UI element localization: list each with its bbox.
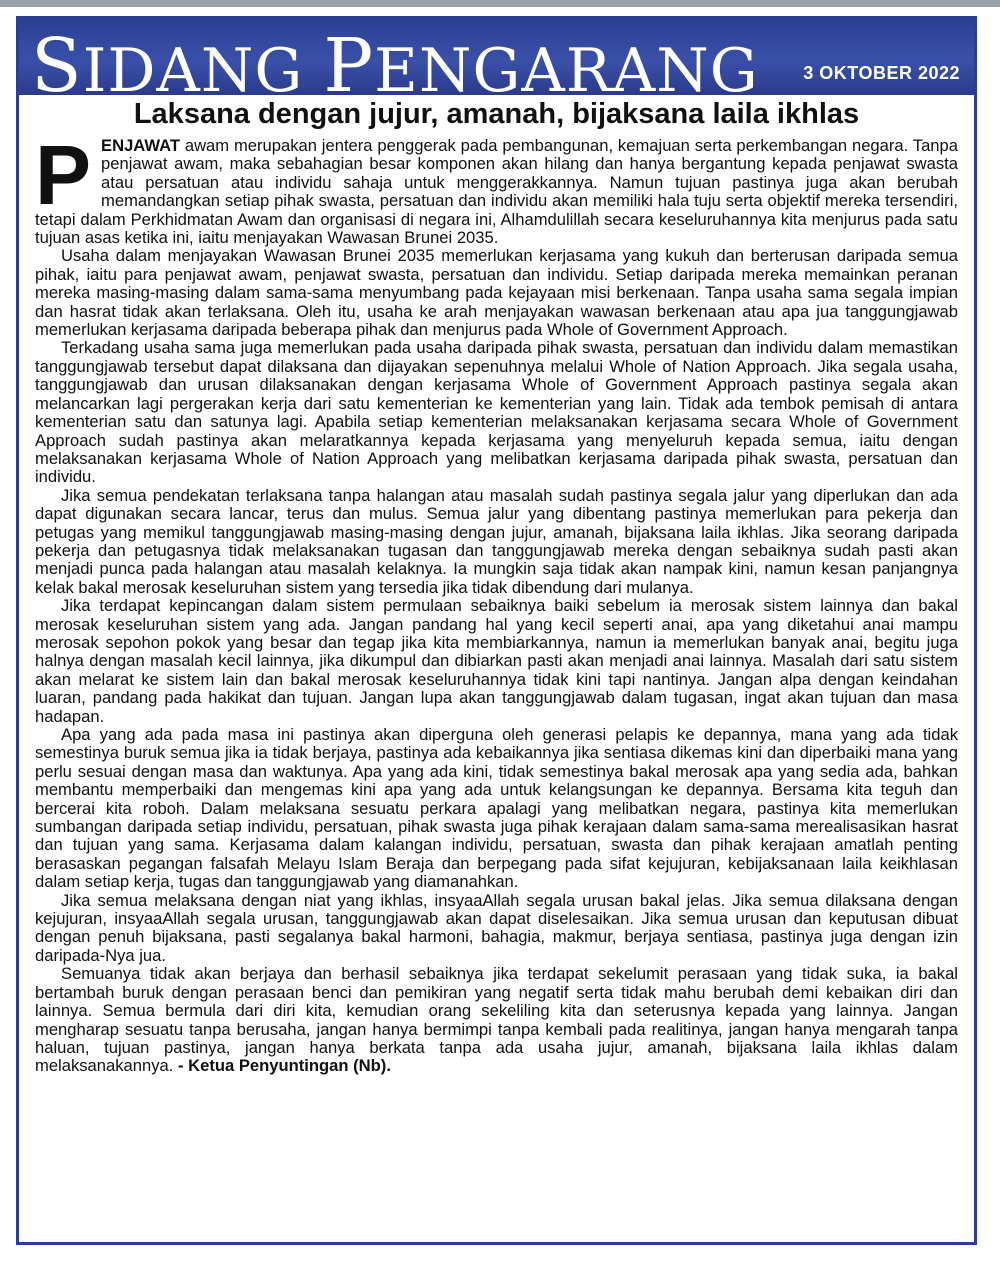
paragraph-1-text: awam merupakan jentera penggerak pada pembangunan, kemajuan serta perkembangan negara. Tanpa penjawat awam, maka sebahagian besar komponen akan hilang dan hanya bergantung kepada penjawat swasta atau persatuan atau individu sahaja untuk menggerakkannya. Namun tujuan pastinya juga akan berubah memandangkan setiap pihak swasta, persatuan dan individu akan memiliki hala tuju serta objektif mereka tersendiri, tetapi dalam Perkhidmatan Awam dan organisasi di negara ini, Alhamdulillah secara keseluruhannya kita menjurus pada satu tujuan asas ketika ini, iaitu menjayakan Wawasan Brunei 2035. xyxy=(35,136,958,248)
paragraph-7: Jika semua melaksana dengan niat yang ikhlas, insyaaAllah segala urusan bakal jelas. Jika semua dilaksana dengan kejujuran, insyaaAllah segala urusan, tanggungjawab akan dapat diselesaikan. Jika semua urusan dan keputusan dibuat dengan penuh bijaksana, pasti segalanya bakal harmoni, bahagia, makmur, berjaya sentiasa, pastinya juga dengan izin daripada-Nya jua. xyxy=(35,890,958,965)
paragraph-2: Usaha dalam menjayakan Wawasan Brunei 2035 memerlukan kerjasama yang kukuh dan berterusan daripada semua pihak, iaitu para penjawat awam, penjawat swasta, persatuan dan individu. Setiap daripada mereka memainkan peranan mereka masing-masing dalam sama-sama menyumbang pada kejayaan misi berkenaan. Tanpa usaha sama segala impian dan hasrat tidak akan terlaksana. Oleh itu, usaha ke arah menjayakan wawasan berkenaan atau apa jua tanggungjawab memerlukan kerjasama daripada beberapa pihak dan menjurus pada Whole of Government Approach. xyxy=(35,246,958,340)
top-rule xyxy=(0,0,1000,7)
paragraph-6: Apa yang ada pada masa ini pastinya akan diperguna oleh generasi pelapis ke depannya, mana yang ada tidak semestinya buruk semua jika ia tidak berjaya, pastinya ada kebaikannya jika sentiasa dikemas kini dan diperbaiki mana yang perlu sesuai dengan masa dan waktunya. Apa yang ada kini, tidak semestinya bakal merosak apa yang sedia ada, bahkan membantu memperbaiki dan mengemas kini apa yang ada untuk kelangsungan ke depannya. Bersama kita teguh dan bercerai kita roboh. Dalam melaksana sesuatu perkara apalagi yang melibatkan negara, pastinya kita memerlukan sumbangan daripada setiap individu, persatuan, pihak swasta juga pihak kerajaan dalam sama-sama merealisasikan hasrat dan tujuan yang sama. Kerjasama dalam kalangan individu, persatuan, swasta dan pihak kerajaan amatlah penting berasaskan pegangan falsafah Melayu Islam Beraja dan berpegang pada sifat kejujuran, kebijaksanaan laila keikhlasan dalam setiap kerja, tugas dan tanggungjawab yang diamanahkan. xyxy=(35,725,958,892)
drop-cap: P xyxy=(35,128,92,222)
paragraph-8-text: Semuanya tidak akan berjaya dan berhasil sebaiknya jika terdapat sekelumit perasaan yang tidak suka, ia bakal bertambah buruk dengan perasaan benci dan pemikiran yang negatif serta tidak mahu berubah demi kebaikan diri dan lainnya. Semua bermula dari diri kita, kemudian orang sekeliling kita dan seterusnya kepada yang lainnya. Jangan mengharap sesuatu tanpa berusaha, jangan hanya bermimpi tanpa kembali pada realitinya, jangan hanya mengarah tanpa haluan, tujuan pastinya, jangan hanya berkata tanpa ada usaha jujur, amanah, bijaksana laila ikhlas dalam melaksanakannya. xyxy=(35,964,958,1076)
paragraph-5: Jika terdapat kepincangan dalam sistem permulaan sebaiknya baiki sebelum ia merosak sistem lainnya dan bakal merosak keseluruhan sistem yang ada. Jangan pandang hal yang kecil seperti anai, apa yang diketahui anai mampu merosak sepohon pokok yang besar dan tegap jika kita membiarkannya, namun ia memerlukan banyak anai, begitu juga halnya dengan masalah kecil lainnya, jika dikumpul dan dibiarkan pasti akan menjadi anai lainnya. Masalah dari satu sistem akan melarat ke sistem lain dan bakal merosak keseluruhannya tidak kini tapi nantinya. Jangan alpa dengan keindahan luaran, pandang pada hakikat dan tujuan. Jangan lupa akan tanggungjawab dalam tugasan, ingat akan tujuan dan masa hadapan. xyxy=(35,596,958,726)
masthead-banner xyxy=(19,19,974,95)
lead-word: ENJAWAT xyxy=(101,136,181,155)
masthead-title xyxy=(31,23,759,95)
paragraph-4: Jika semua pendekatan terlaksana tanpa halangan atau masalah sudah pastinya segala jalur yang diperlukan dan ada dapat digunakan secara lancar, terus dan mulus. Semua jalur yang dibentang pastinya memerlukan para pekerja dan petugas yang memikul tanggungjawab masing-masing dengan jujur, amanah, bijaksana laila ikhlas. Jika seorang daripada pekerja dan petugasnya tidak melaksanakan tugasan dan tanggungjawab mereka dengan sebaiknya sudah pasti akan menjadi punca pada halangan atau masalah kelaknya. Ia mungkin saja tidak akan nampak kini, namun kesan panjangnya kelak bakal merosak keseluruhan sistem yang tersedia jika tidak dibendung dari mulanya. xyxy=(35,485,958,597)
paragraph-3: Terkadang usaha sama juga memerlukan pada usaha daripada pihak swasta, persatuan dan individu dalam memastikan tanggungjawab tersebut dapat dilaksana dan dijayakan sepenuhnya melalui Whole of Nation Approach. Jika segala usaha, tanggungjawab dan urusan dilaksanakan dengan kerjasama Whole of Government Approach pastinya segala akan melancarkan lagi pergerakan kerja dari satu kementerian ke kementerian yang lain. Tidak ada tembok pemisah di antara kementerian satu dan satunya lagi. Apabila setiap kementerian melaksanakan kerjasama secara Whole of Government Approach sudah pastinya akan melaratkannya kepada kerjasama yang menyeluruh kepada semua, iaitu dengan melaksanakan kerjasama Whole of Nation Approach yang melibatkan kerjasama daripada pihak swasta, persatuan dan individu. xyxy=(35,338,958,487)
title-rest-1: IDANG xyxy=(82,36,324,95)
title-cap-p: P xyxy=(323,23,375,95)
page-frame xyxy=(16,16,977,1245)
title-rest-2: ENGARANG xyxy=(374,36,759,95)
headline: Laksana dengan jujur, amanah, bijaksana laila ikhlas xyxy=(133,98,860,130)
title-cap-s: S xyxy=(31,23,83,95)
issue-date: 3 OKTOBER 2022 xyxy=(803,63,960,83)
paragraph-1 xyxy=(35,128,958,248)
author-signature: - Ketua Penyuntingan (Nb). xyxy=(177,1056,391,1076)
paragraph-8 xyxy=(35,965,958,1075)
article-body xyxy=(35,128,958,1076)
